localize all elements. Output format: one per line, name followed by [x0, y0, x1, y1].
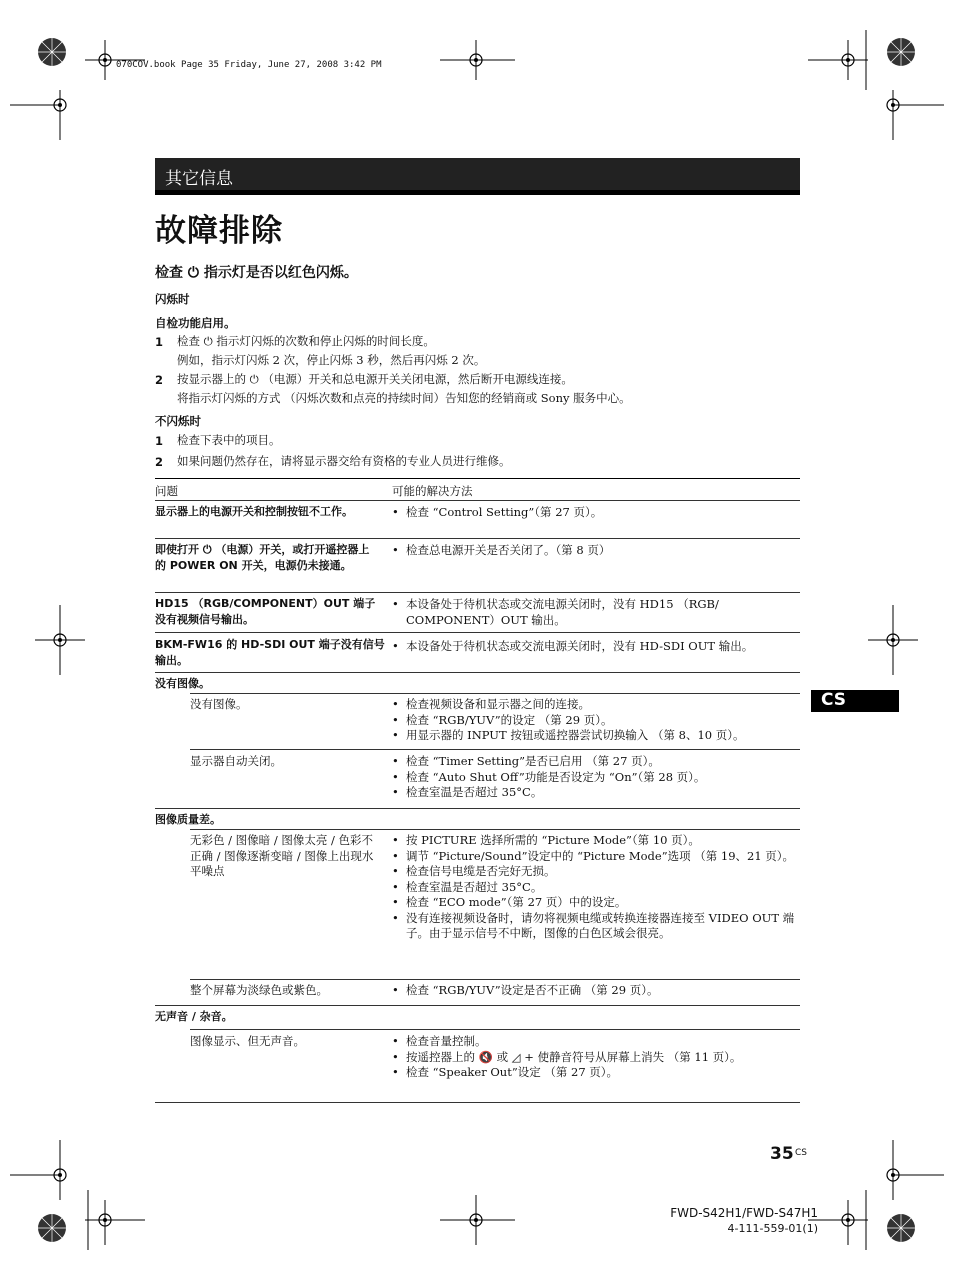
step-text — [177, 332, 802, 370]
table-row-rule — [190, 1029, 800, 1030]
table-row-rule — [190, 749, 800, 750]
table-row-rule — [155, 1005, 800, 1006]
step-number: 2 — [155, 455, 164, 469]
table-subproblem-cell: 显示器自动关闭。 — [190, 754, 282, 768]
solution-item: • 检查 “RGB/YUV”设定是否不正确 （第 29 页）。 — [392, 983, 800, 999]
solution-item: • 检查视频设备和显示器之间的连接。 — [392, 697, 800, 713]
table-subproblem-cell: 整个屏幕为淡绿色或紫色。 — [190, 983, 328, 997]
solution-item: • 本设备处于待机状态或交流电源关闭时，没有 HD15 （RGB/ COMPONENT）OUT 输出。 — [392, 597, 762, 628]
solution-item: • 本设备处于待机状态或交流电源关闭时，没有 HD-SDI OUT 输出。 — [392, 639, 800, 655]
solution-item: • 检查室温是否超过 35°C。 — [392, 785, 800, 801]
solution-item: • 检查 “RGB/YUV”的设定 （第 29 页）。 — [392, 713, 800, 729]
table-row-rule — [190, 693, 800, 694]
model-number: FWD-S42H1/FWD-S47H1 — [670, 1206, 818, 1220]
not-blinking-label: 不闪烁时 — [155, 414, 201, 428]
table-row-rule — [190, 829, 800, 830]
blinking-sublabel: 自检功能启用。 — [155, 316, 236, 330]
step-text — [177, 370, 802, 408]
table-problem-cell: BKM-FW16 的 HD-SDI OUT 端子没有信号输出。 — [155, 638, 385, 667]
solution-item: • 检查信号电缆是否完好无损。 — [392, 864, 800, 880]
table-subproblem-cell: 图像显示、但无声音。 — [190, 1034, 305, 1048]
solution-item: • 按遥控器上的 🔇 或 ◿ + 使静音符号从屏幕上消失 （第 11 页）。 — [392, 1050, 800, 1066]
table-subproblem-cell: 无彩色 / 图像暗 / 图像太亮 / 色彩不正确 / 图像逐渐变暗 / 图像上出现水平噪点 — [190, 833, 374, 878]
solution-list — [392, 597, 762, 628]
table-top-rule — [155, 478, 800, 479]
solution-item: • 检查 “ECO mode”（第 27 页）中的设定。 — [392, 895, 800, 911]
language-tab-label: CS — [821, 690, 847, 710]
table-row-rule — [155, 672, 800, 673]
section-bar-rule — [155, 190, 800, 195]
solution-item: • 检查音量控制。 — [392, 1034, 800, 1050]
step-number: 2 — [155, 373, 164, 387]
solution-list — [392, 505, 800, 521]
step-number: 1 — [155, 335, 164, 349]
solution-item: • 检查 “Speaker Out”设定 （第 27 页）。 — [392, 1065, 800, 1081]
section-bar — [155, 158, 800, 190]
step-line: 例如，指示灯闪烁 2 次，停止闪烁 3 秒，然后再闪烁 2 次。 — [177, 353, 486, 367]
solution-item: • 检查 “Timer Setting”是否已启用 （第 27 页）。 — [392, 754, 800, 770]
table-group-title: 图像质量差。 — [155, 813, 221, 826]
table-bottom-rule — [155, 1102, 800, 1103]
solution-item: • 用显示器的 INPUT 按钮或遥控器尝试切换输入 （第 8、10 页）。 — [392, 728, 800, 744]
blinking-label: 闪烁时 — [155, 292, 190, 306]
solution-item: • 检查室温是否超过 35°C。 — [392, 880, 800, 896]
table-row-rule — [190, 979, 800, 980]
solution-item: • 检查总电源开关是否关闭了。（第 8 页） — [392, 543, 800, 559]
table-group-title: 没有图像。 — [155, 677, 210, 690]
page-title: 故障排除 — [155, 213, 283, 249]
table-header-solution: 可能的解决方法 — [392, 484, 473, 498]
table-row-rule — [155, 808, 800, 809]
solution-list — [392, 697, 800, 744]
solution-list — [392, 543, 800, 559]
table-group-title: 无声音 / 杂音。 — [155, 1010, 233, 1023]
step-line: 按显示器上的 ⏻ （电源）开关和总电源开关关闭电源，然后断开电源线连接。 — [177, 372, 573, 386]
step-line: 检查 ⏻ 指示灯闪烁的次数和停止闪烁的时间长度。 — [177, 334, 435, 348]
table-header-problem: 问题 — [155, 484, 178, 498]
solution-list — [392, 1034, 800, 1081]
page-number-suffix: CS — [795, 1148, 807, 1158]
solution-item: • 没有连接视频设备时，请勿将视频电缆或转换连接器连接至 VIDEO OUT 端子。由于显示信号不中断，图像的白色区域会很亮。 — [392, 911, 800, 942]
step-line: 将指示灯闪烁的方式 （闪烁次数和点亮的持续时间）告知您的经销商或 Sony 服务中心。 — [177, 391, 631, 405]
subheading: 检查 ⏻ 指示灯是否以红色闪烁。 — [155, 265, 358, 281]
solution-item: • 按 PICTURE 选择所需的 “Picture Mode”（第 10 页）。 — [392, 833, 800, 849]
table-header-rule — [155, 500, 800, 501]
section-title: 其它信息 — [165, 169, 233, 189]
page-number: 35 — [770, 1144, 794, 1164]
solution-list — [392, 833, 800, 942]
table-problem-cell: 显示器上的电源开关和控制按钮不工作。 — [155, 505, 353, 518]
part-number: 4-111-559-01(1) — [727, 1222, 818, 1235]
table-problem-cell: 即使打开 ⏻ （电源）开关，或打开遥控器上的 POWER ON 开关，电源仍未接通。 — [155, 543, 370, 572]
solution-item: • 检查 “Control Setting”（第 27 页）。 — [392, 505, 800, 521]
solution-list — [392, 983, 800, 999]
step-number: 1 — [155, 434, 164, 448]
table-row-rule — [155, 538, 800, 539]
step-text: 如果问题仍然存在，请将显示器交给有资格的专业人员进行维修。 — [177, 454, 511, 468]
file-header: 070COV.book Page 35 Friday, June 27, 2008 3:42 PM — [116, 60, 382, 70]
solution-list — [392, 754, 800, 801]
step-text: 检查下表中的项目。 — [177, 433, 281, 447]
table-row-rule — [155, 632, 800, 633]
table-row-rule — [155, 592, 800, 593]
table-problem-cell: HD15 （RGB/COMPONENT）OUT 端子没有视频信号输出。 — [155, 597, 376, 626]
solution-item: • 检查 “Auto Shut Off”功能是否设定为 “On”（第 28 页）。 — [392, 770, 800, 786]
solution-list — [392, 639, 800, 655]
table-subproblem-cell: 没有图像。 — [190, 697, 248, 711]
solution-item: • 调节 “Picture/Sound”设定中的 “Picture Mode”选项 （第 19、21 页）。 — [392, 849, 800, 865]
